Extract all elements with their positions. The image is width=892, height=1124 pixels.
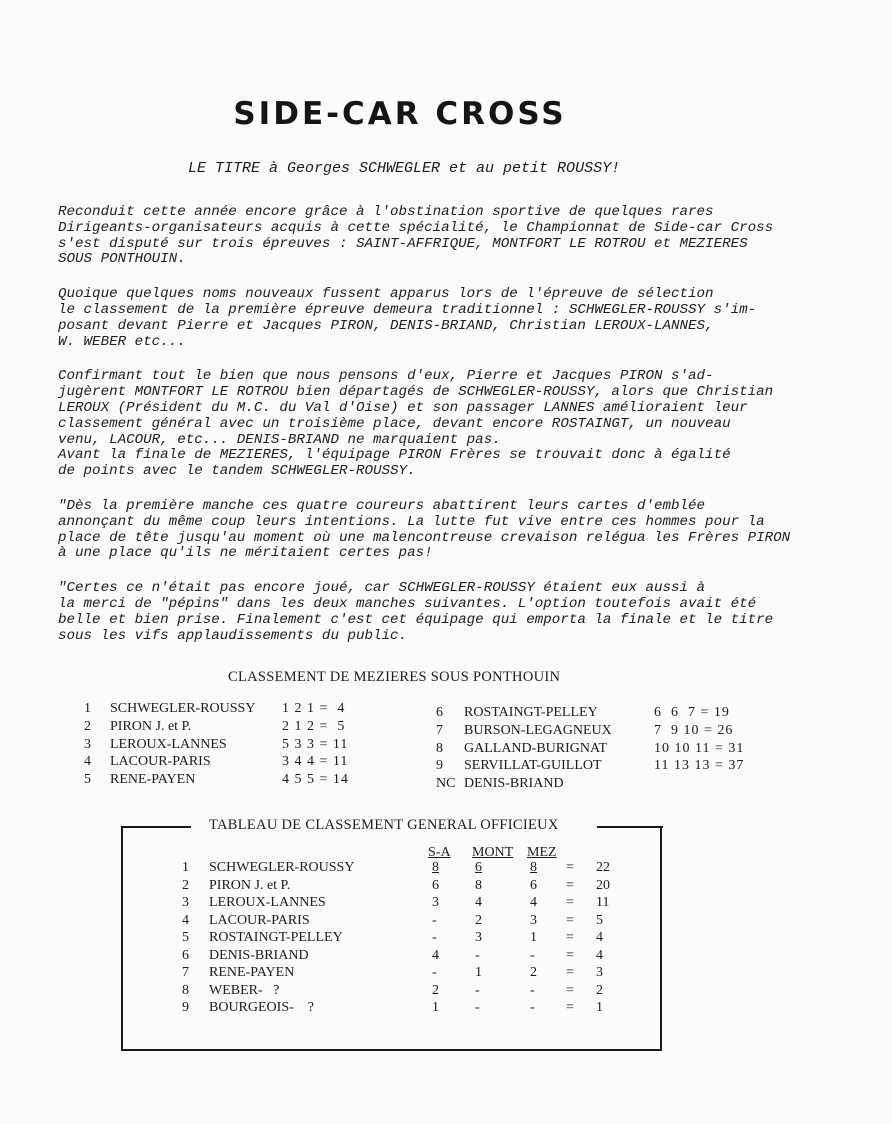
- general-name: LACOUR-PARIS: [209, 912, 310, 928]
- equals-sign: =: [566, 1000, 574, 1015]
- general-rank: 3: [182, 895, 189, 910]
- score-sa: -: [432, 965, 437, 980]
- result-name: LACOUR-PARIS: [110, 754, 211, 770]
- general-rank: 8: [182, 982, 189, 998]
- paragraph: Reconduit cette année encore grâce à l'obstination sportive de quelques rares Dirigeants-organisateurs acquis à cette spécialité, le Championnat de Side-car Cross s'est disputé sur trois épreuves : SAINT-AFFRIQUE, MONTFORT LE ROTROU et MEZIERES SOUS PONTHOUIN.: [58, 204, 774, 268]
- paragraph: "Certes ce n'était pas encore joué, car SCHWEGLER-ROUSSY étaient eux aussi à la merci de "pépins" dans les deux manches suivantes. L'option toutefois avait été belle et bien prise. Finalement c'est cet équipage qui emporta la finale et le titre sous les vifs applaudissements du public.: [58, 580, 774, 644]
- result-name: RENE-PAYEN: [110, 772, 196, 788]
- score-mont: 6: [475, 860, 482, 875]
- result-rank: 8: [436, 740, 443, 756]
- result-score: 10 10 11 = 31: [654, 740, 745, 756]
- result-row: [436, 723, 776, 741]
- paragraph: Quoique quelques noms nouveaux fussent apparus lors de l'épreuve de sélection le classement de la première épreuve demeura traditionnel : SCHWEGLER-ROUSSY s'im- posant devant Pierre et Jacques PIRON, DENIS-BRIAND, Christian LEROUX-LANNES, W. WEBER etc...: [58, 286, 757, 350]
- result-row: [84, 772, 424, 790]
- score-mez: 3: [530, 912, 537, 928]
- equals-sign: =: [566, 947, 574, 963]
- result-row: [84, 701, 424, 719]
- result-score: 1 2 1 = 4: [282, 701, 346, 716]
- result-name: SCHWEGLER-ROUSSY: [110, 701, 256, 716]
- score-mez: 1: [530, 930, 537, 945]
- score-sa: 8: [432, 860, 439, 875]
- general-rank: 6: [182, 947, 189, 963]
- page-title: SIDE-CAR CROSS: [233, 96, 567, 132]
- general-rank: 1: [182, 860, 189, 875]
- result-rank: 5: [84, 772, 91, 788]
- equals-sign: =: [566, 965, 574, 980]
- column-header: MONT: [472, 845, 514, 860]
- box-border-top-right: [597, 826, 663, 828]
- score-mont: 1: [475, 965, 482, 980]
- score-sa: 1: [432, 1000, 439, 1015]
- result-score: 11 13 13 = 37: [654, 758, 745, 774]
- score-mez: 2: [530, 965, 537, 980]
- result-score: 4 5 5 = 14: [282, 772, 349, 788]
- score-sa: 3: [432, 895, 439, 910]
- result-rank: 7: [436, 722, 443, 738]
- score-mont: -: [475, 947, 480, 963]
- score-mez: -: [530, 1000, 535, 1015]
- general-total: 20: [596, 877, 610, 893]
- result-name: PIRON J. et P.: [110, 718, 192, 734]
- score-mont: 2: [475, 912, 482, 928]
- result-row: [436, 741, 776, 759]
- result-score: 6 6 7 = 19: [654, 705, 730, 720]
- general-name: LEROUX-LANNES: [209, 895, 326, 910]
- paragraph: Confirmant tout le bien que nous pensons d'eux, Pierre et Jacques PIRON s'ad- jugèrent MONTFORT LE ROTROU bien départagés de SCHWEGLER-ROUSSY, alors que Christian LEROUX (Président du M.C. du Val d'Oise) et son passager LANNES amélioraient leur classement général avec un troisième place, devant encore ROSTAINGT, un nouveau venu, LACOUR, etc... DENIS-BRIAND ne marquaient pas.: [58, 368, 774, 448]
- equals-sign: =: [566, 930, 574, 945]
- general-total: 11: [596, 895, 610, 910]
- result-row: [436, 758, 776, 776]
- general-name: SCHWEGLER-ROUSSY: [209, 860, 355, 875]
- general-name: WEBER- ?: [209, 982, 280, 998]
- result-rank: 2: [84, 718, 91, 734]
- score-sa: 6: [432, 877, 439, 893]
- result-score: 3 4 4 = 11: [282, 754, 349, 770]
- general-total: 1: [596, 1000, 603, 1015]
- score-mez: 6: [530, 877, 537, 893]
- result-rank: 4: [84, 754, 91, 770]
- general-rank: 4: [182, 912, 189, 928]
- score-mont: 8: [475, 877, 482, 893]
- general-total: 5: [596, 912, 603, 928]
- column-header: S-A: [428, 845, 451, 860]
- paragraph: "Dès la première manche ces quatre coureurs abattirent leurs cartes d'emblée annonçant du même coup leurs intentions. La lutte fut vive entre ces hommes pour la place de tête jusqu'au moment où une malencontreuse crevaison relégua les Frères PIRON à une place qu'ils ne méritaient certes pas!: [58, 497, 791, 562]
- score-sa: -: [432, 930, 437, 945]
- result-score: 2 1 2 = 5: [282, 718, 346, 734]
- score-mez: -: [530, 982, 535, 998]
- equals-sign: =: [566, 860, 574, 875]
- result-name: SERVILLAT-GUILLOT: [464, 758, 602, 774]
- result-rank: 3: [84, 736, 91, 752]
- score-mont: 4: [475, 895, 482, 910]
- page-subtitle: LE TITRE à Georges SCHWEGLER et au petit ROUSSY!: [188, 160, 621, 177]
- score-mont: 3: [475, 930, 482, 945]
- result-score: 7 9 10 = 26: [654, 722, 734, 738]
- general-rank: 2: [182, 877, 189, 893]
- result-row: [84, 719, 424, 737]
- result-name: LEROUX-LANNES: [110, 736, 227, 752]
- result-name: DENIS-BRIAND: [464, 776, 564, 792]
- general-name: BOURGEOIS- ?: [209, 1000, 314, 1015]
- result-name: BURSON-LEGAGNEUX: [464, 722, 612, 738]
- result-row: [84, 754, 424, 772]
- general-name: DENIS-BRIAND: [209, 947, 309, 963]
- equals-sign: =: [566, 877, 574, 893]
- general-total: 2: [596, 982, 603, 998]
- result-name: ROSTAINGT-PELLEY: [464, 705, 598, 720]
- general-rank: 5: [182, 930, 189, 945]
- score-mez: 8: [530, 860, 537, 875]
- score-sa: -: [432, 912, 437, 928]
- score-mont: -: [475, 1000, 480, 1015]
- result-name: GALLAND-BURIGNAT: [464, 740, 608, 756]
- general-name: RENE-PAYEN: [209, 965, 295, 980]
- box-border-top-left: [121, 826, 191, 828]
- article-body: [58, 205, 838, 663]
- mezieres-heading: CLASSEMENT DE MEZIERES SOUS PONTHOUIN: [228, 669, 561, 685]
- score-mont: -: [475, 982, 480, 998]
- general-classification-title: TABLEAU DE CLASSEMENT GENERAL OFFICIEUX: [209, 817, 559, 833]
- result-row: [436, 705, 776, 723]
- score-mez: 4: [530, 895, 537, 910]
- result-rank: NC: [436, 776, 456, 792]
- general-name: PIRON J. et P.: [209, 877, 291, 893]
- score-mez: -: [530, 947, 535, 963]
- general-rank: 7: [182, 965, 189, 980]
- general-name: ROSTAINGT-PELLEY: [209, 930, 343, 945]
- equals-sign: =: [566, 912, 574, 928]
- result-rank: 9: [436, 758, 443, 774]
- score-sa: 4: [432, 947, 439, 963]
- result-rank: 1: [84, 701, 91, 716]
- result-row: [436, 776, 776, 794]
- equals-sign: =: [566, 895, 574, 910]
- result-rank: 6: [436, 705, 443, 720]
- general-total: 22: [596, 860, 610, 875]
- equals-sign: =: [566, 982, 574, 998]
- paragraph: Avant la finale de MEZIERES, l'équipage PIRON Frères se trouvait donc à égalité de points avec le tandem SCHWEGLER-ROUSSY.: [58, 447, 731, 480]
- column-header: MEZ: [527, 845, 557, 860]
- general-classification-box: [121, 826, 662, 1051]
- general-total: 4: [596, 947, 603, 963]
- result-row: [84, 737, 424, 755]
- score-sa: 2: [432, 982, 439, 998]
- general-total: 4: [596, 930, 603, 945]
- general-total: 3: [596, 965, 603, 980]
- general-rank: 9: [182, 1000, 189, 1015]
- result-score: 5 3 3 = 11: [282, 736, 349, 752]
